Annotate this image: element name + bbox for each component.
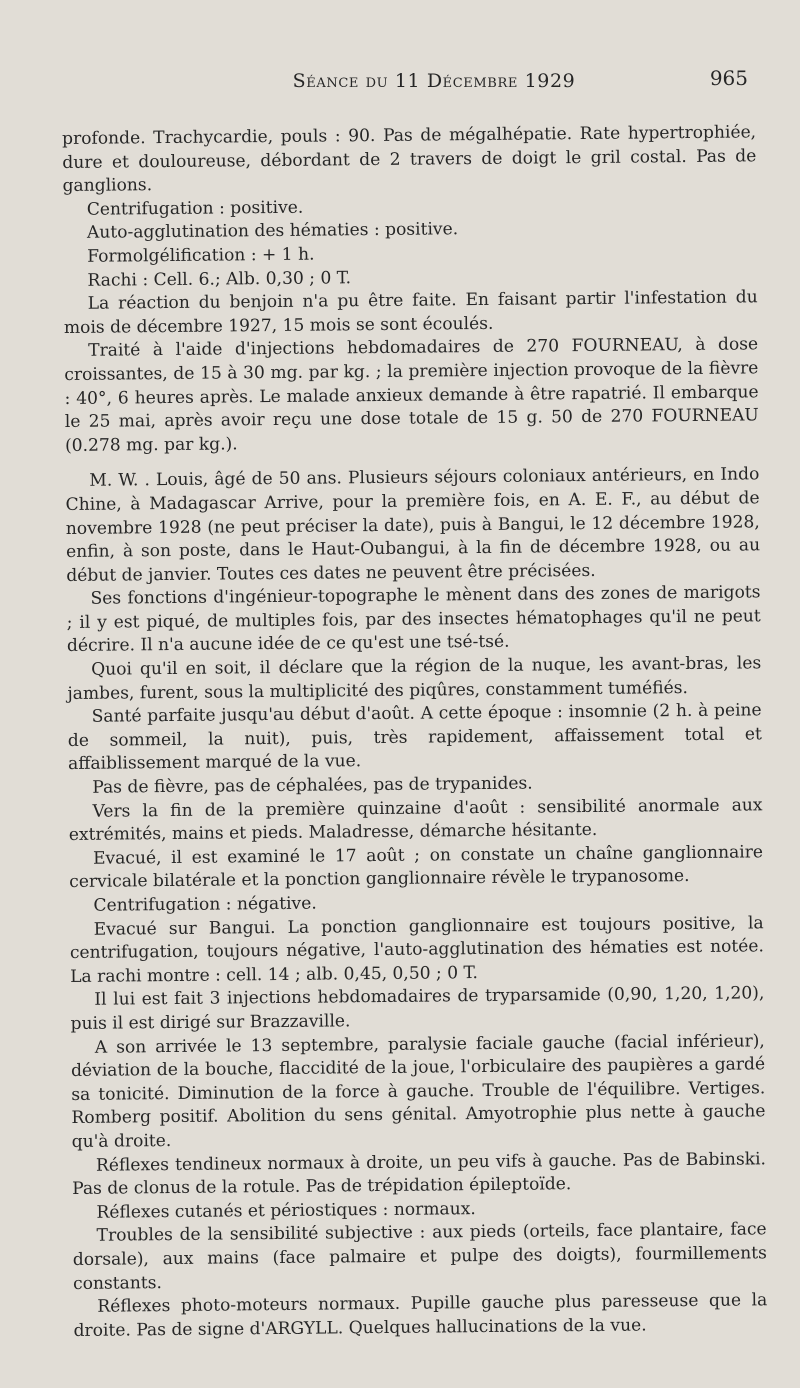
paragraph: Troubles de la sensibilité subjective : aux pieds (orteils, face plantaire, face dorsale), aux mains (face palmaire et pulpe des doigts), fourmillements constants. [72, 1219, 767, 1294]
body-text [62, 121, 768, 1343]
paragraph: profonde. Trachycardie, pouls : 90. Pas de mégalhépatie. Rate hypertrophiée, dure et douloureuse, débordant de 2 travers de doigt le gril costal. Pas de ganglions. [62, 122, 757, 197]
paragraph: Centrifugation : positive. [86, 197, 304, 220]
paragraph: Formolgélification : + 1 h. [87, 244, 315, 267]
paragraph: Pas de fièvre, pas de céphalées, pas de trypanides. [92, 773, 533, 798]
paragraph: Quoi qu'il en soit, il déclare que la région de la nuque, les avant-bras, les jambes, furent, sous la multiplicité des piqûres, constamment tuméfiés. [67, 653, 762, 704]
page-number: 965 [709, 66, 748, 90]
paragraph: La réaction du benjoin n'a pu être faite. En faisant partir l'infestation du mois de décembre 1927, 15 mois se sont écoulés. [63, 287, 758, 338]
paragraph: Réflexes tendineux normaux à droite, un peu vifs à gauche. Pas de Babinski. Pas de clonus de la rotule. Pas de trépidation épileptoïde. [72, 1148, 767, 1200]
paragraph: Evacué, il est examiné le 17 août ; on constate un chaîne ganglionnaire cervicale bilatérale et la ponction ganglionnaire révèle le trypanosome. [69, 842, 764, 893]
paragraph: Ses fonctions d'ingénieur-topographe le mènent dans des zones de marigots ; il y est piqué, de multiples fois, par des insectes hématophages qu'il ne peut décrire. Il n'a aucune idée de ce qu'est une tsé-tsé. [66, 582, 761, 657]
paragraph: Vers la fin de la première quinzaine d'août : sensibilité anormale aux extrémités, mains et pieds. Maladresse, démarche hésitante. [68, 794, 763, 846]
paragraph: Réflexes cutanés et périostiques : normaux. [96, 1198, 476, 1223]
paragraph: Rachi : Cell. 6.; Alb. 0,30 ; 0 T. [87, 267, 352, 291]
page-header [60, 66, 748, 100]
paragraph: Traité à l'aide d'injections hebdomadaires de 270 FOURNEAU, à dose croissantes, de 15 à 30 mg. par kg. ; la première injection provoque de la fièvre : 40°, 6 heures après. Le malade anxieux demande à être rapatrié. Il embarque le 25 mai, après avoir reçu une dose totale de 15 g. 50 de 270 FOURNEAU (0.278 mg. par kg.). [64, 334, 759, 456]
paragraph: Santé parfaite jusqu'au début d'août. A cette époque : insomnie (2 h. à peine de sommeil, la nuit), puis, très rapidement, affaissement total et affaiblissement marqué de la vue. [67, 700, 762, 775]
paragraph: Centrifugation : négative. [93, 893, 317, 916]
paragraph: Il lui est fait 3 injections hebdomadaires de tryparsamide (0,90, 1,20, 1,20), puis il est dirigé sur Brazzaville. [70, 983, 765, 1034]
paragraph: Auto-agglutination des hématies : positive. [86, 219, 459, 244]
paragraph: A son arrivée le 13 septembre, paralysie faciale gauche (facial inférieur), déviation de la bouche, flaccidité de la joue, l'orbiculaire des paupières a gardé sa tonicité. Diminution de la force à gauche. Trouble de l'équilibre. Vertiges. Romberg positif. Abolition du sens génital. Amyotrophie plus nette à gauche qu'à droite. [70, 1030, 766, 1152]
paragraph: Evacué sur Bangui. La ponction ganglionnaire est toujours positive, la centrifugation, toujours négative, l'auto-agglutination des hématies est notée. La rachi montre : cell. 14 ; alb. 0,45, 0,50 ; 0 T. [69, 912, 764, 987]
paragraph: M. W. . Louis, âgé de 50 ans. Plusieurs séjours coloniaux antérieurs, en Indo Chine, à Madagascar Arrive, pour la première fois, en A. E. F., au début de novembre 1928 (ne peut préciser la date), puis à Bangui, le 12 décembre 1928, enfin, à son poste, dans le Haut-Oubangui, à la fin de décembre 1928, ou au début de janvier. Toutes ces dates ne peuvent être précisées. [65, 464, 761, 586]
paragraph: Réflexes photo-moteurs normaux. Pupille gauche plus paresseuse que la droite. Pas de signe d'ARGYLL. Quelques hallucinations de la vue. [73, 1290, 768, 1341]
running-title: Séance du 11 Décembre 1929 [292, 70, 576, 92]
